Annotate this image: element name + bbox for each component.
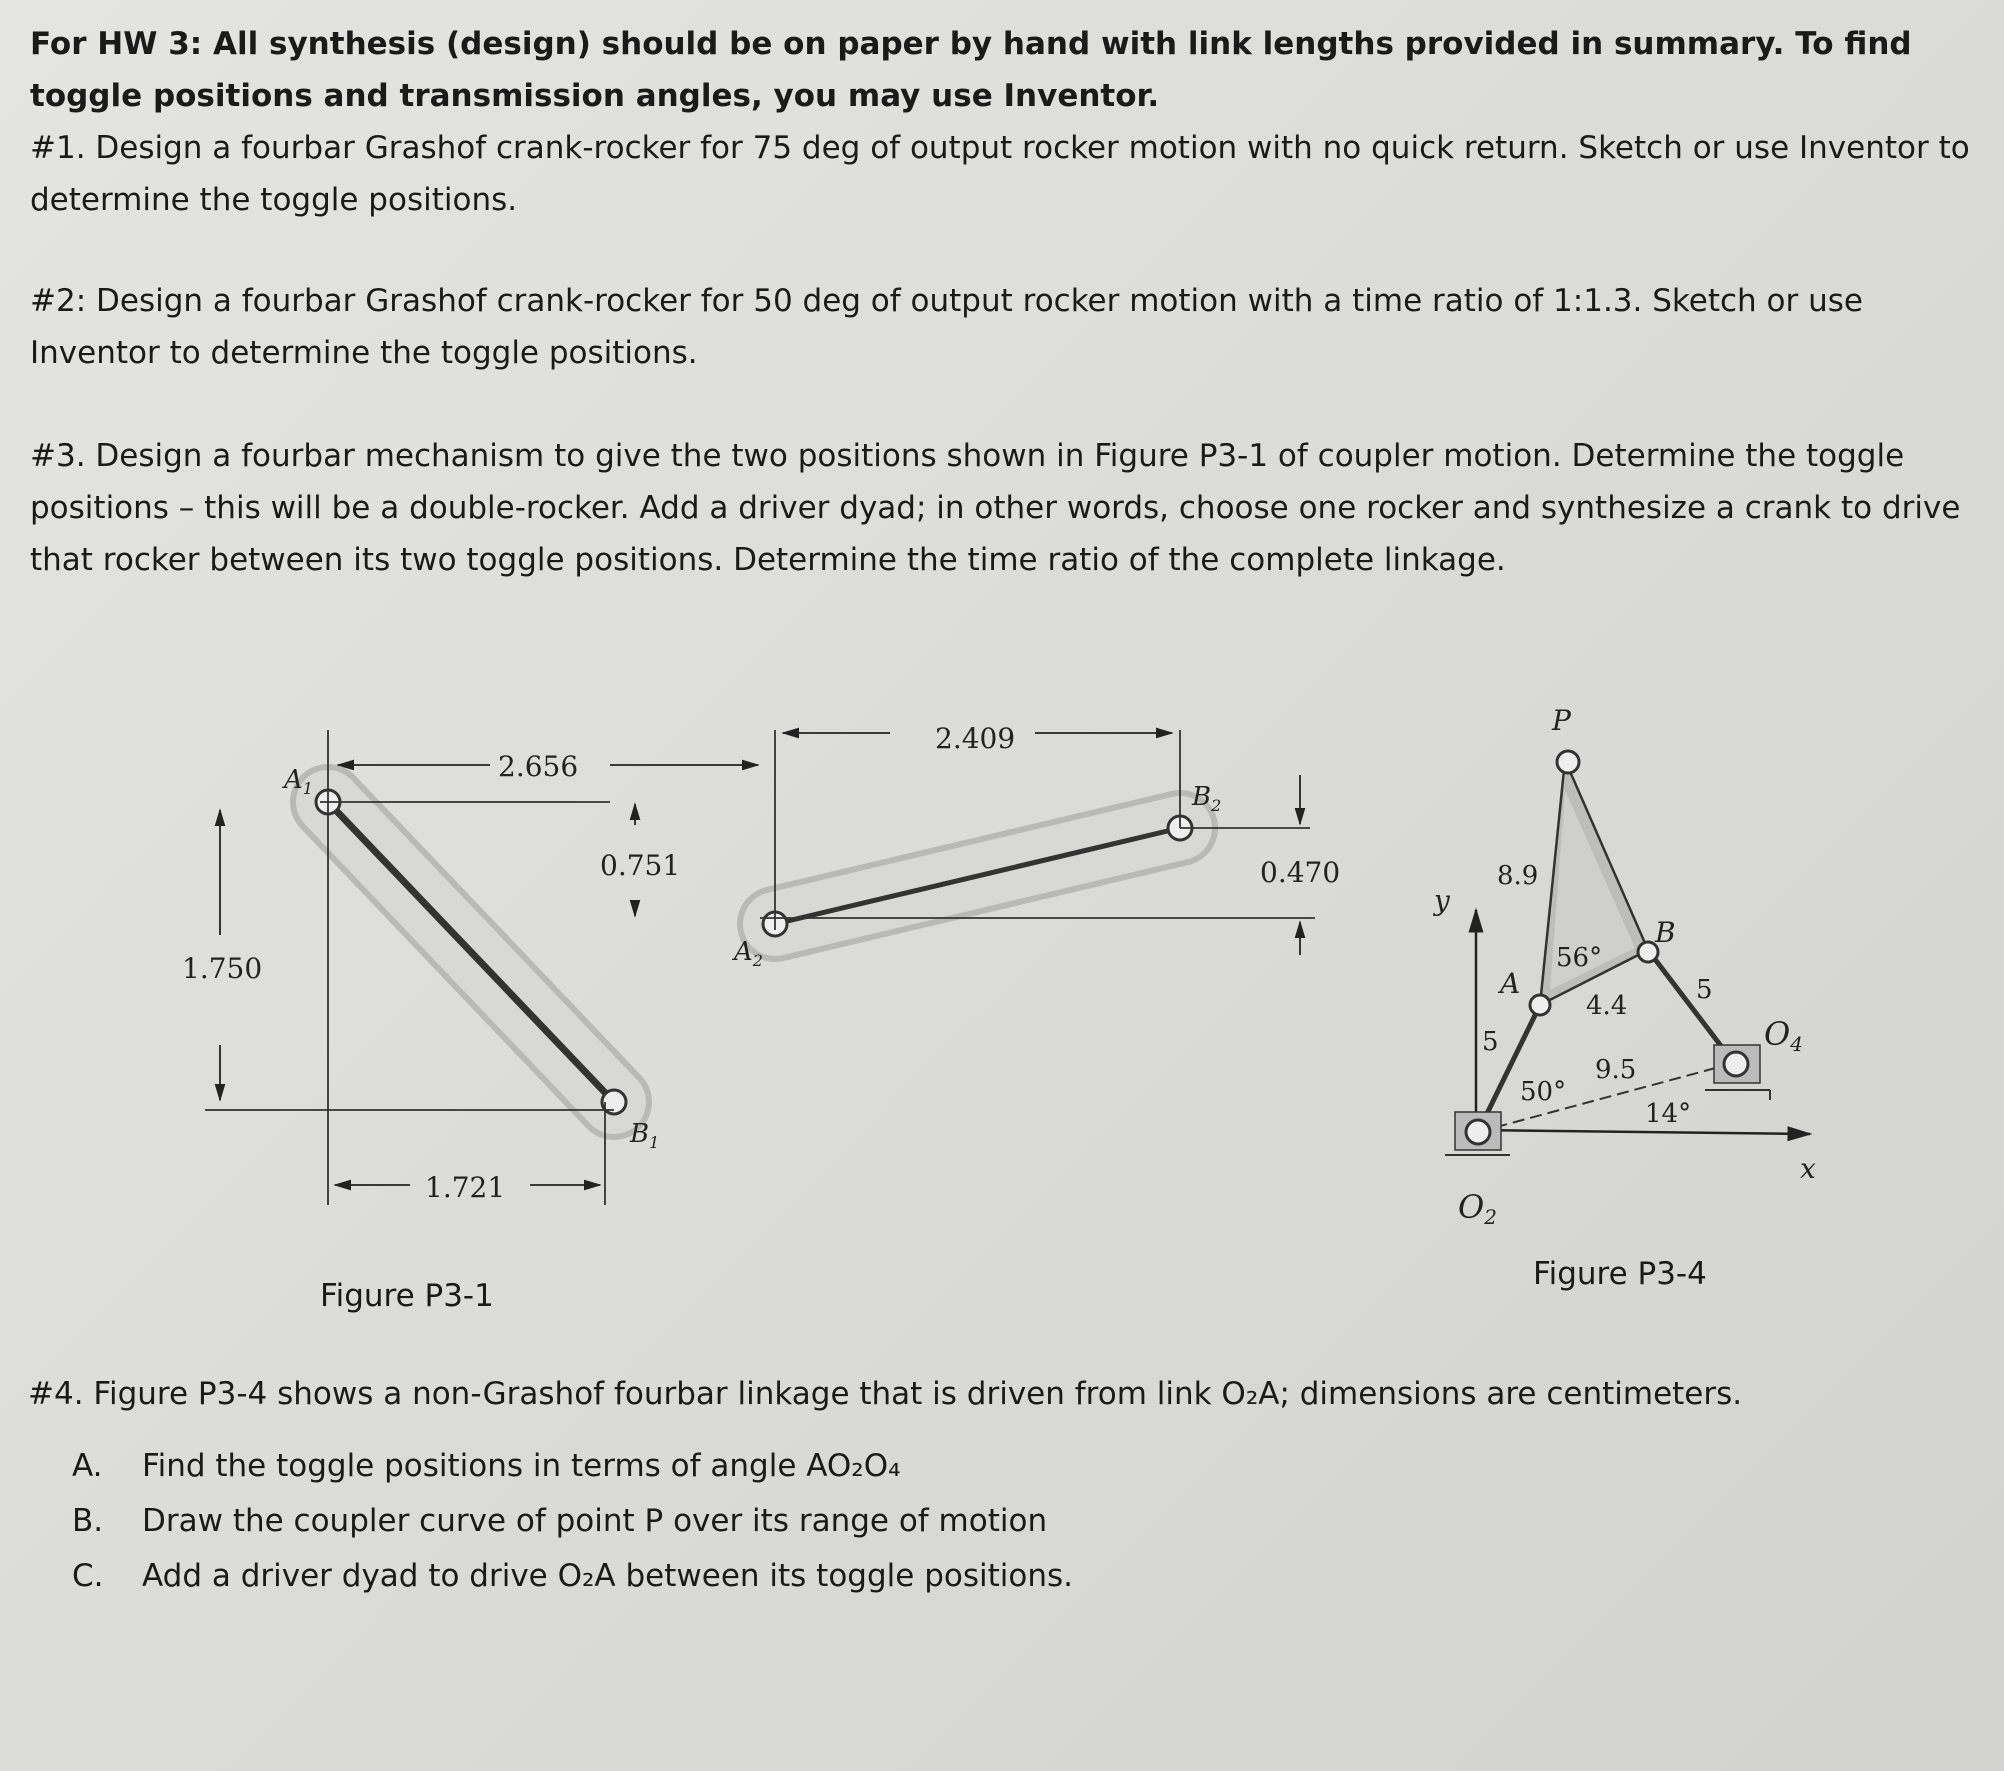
ground-pivot-o4	[1724, 1052, 1748, 1076]
q4-item-a: A. Find the toggle positions in terms of angle AO₂O₄	[72, 1448, 901, 1484]
label-p: P	[1552, 704, 1571, 737]
caption-figure-p3-4: Figure P3-4	[1533, 1256, 1707, 1292]
label-b1: $B_1$	[630, 1119, 660, 1152]
dim-0470: 0.470	[1260, 856, 1341, 889]
question-1: #1. Design a fourbar Grashof crank-rocker for 75 deg of output rocker motion with no quick return. Sketch or use Inventor to determine the toggle positions.	[30, 130, 1970, 218]
joint-a	[1530, 995, 1550, 1015]
q4-item-c: C. Add a driver dyad to drive O₂A between its toggle positions.	[72, 1558, 1073, 1594]
label-a1: $A_1$	[284, 765, 313, 798]
joint-p	[1557, 751, 1579, 773]
label-o2: O2	[1458, 1188, 1497, 1229]
link-a1-b1-line	[328, 802, 614, 1102]
q4-item-b: B. Draw the coupler curve of point P over its range of motion	[72, 1503, 1048, 1539]
dim-1750: 1.750	[182, 952, 263, 985]
label-x: x	[1800, 1152, 1816, 1185]
dim-2409: 2.409	[935, 722, 1016, 755]
homework-header: For HW 3: All synthesis (design) should be on paper by hand with link lengths provided in summary. To find toggle positions and transmission angles, you may use Inventor.	[30, 26, 1912, 114]
figure-p3-4	[1432, 704, 1816, 1229]
dim-2656: 2.656	[498, 750, 579, 783]
angle-56: 56°	[1556, 943, 1603, 973]
len-bo4: 5	[1696, 975, 1713, 1005]
label-a: A	[1500, 967, 1521, 1000]
label-a2: $A_2$	[734, 937, 763, 970]
len-o2o4: 9.5	[1595, 1055, 1637, 1085]
angle-14: 14°	[1645, 1099, 1692, 1129]
question-2: #2: Design a fourbar Grashof crank-rocker for 50 deg of output rocker motion with a time ratio of 1:1.3. Sketch or use Inventor to determine the toggle positions.	[30, 283, 1863, 371]
len-o2a: 5	[1482, 1027, 1499, 1057]
dim-0751: 0.751	[600, 849, 681, 882]
label-b: B	[1655, 916, 1676, 949]
label-y: y	[1434, 884, 1450, 917]
len-ap: 8.9	[1497, 861, 1539, 891]
question-3: #3. Design a fourbar mechanism to give the two positions shown in Figure P3-1 of coupler motion. Determine the toggle positions – this will be a double-rocker. Add a driver dyad; in other words, choose one rocker and synthesize a crank to drive that rocker between its two toggle positions. Determine the time ratio of the complete linkage.	[30, 438, 1961, 578]
label-o4: O4	[1764, 1015, 1803, 1056]
ground-pivot-o2	[1466, 1120, 1490, 1144]
caption-figure-p3-1: Figure P3-1	[320, 1278, 494, 1314]
label-b2: $B_2$	[1192, 782, 1222, 815]
dim-1721: 1.721	[425, 1171, 506, 1204]
len-ab: 4.4	[1586, 991, 1628, 1021]
question-4: #4. Figure P3-4 shows a non-Grashof fourbar linkage that is driven from link O₂A; dimensions are centimeters.	[28, 1376, 1743, 1412]
angle-50: 50°	[1520, 1077, 1567, 1107]
